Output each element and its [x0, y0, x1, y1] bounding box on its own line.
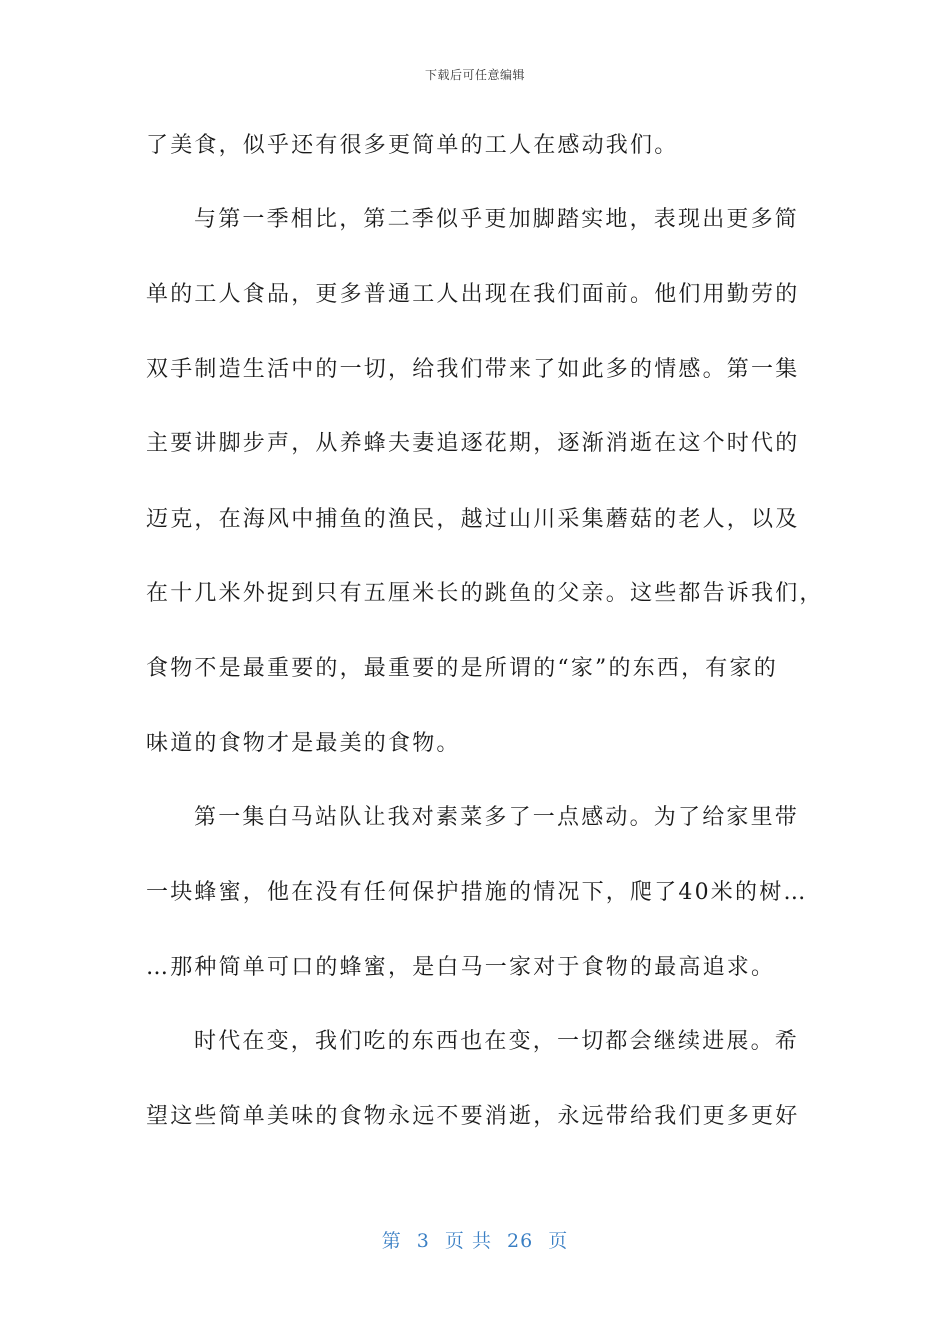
text-line: 单的工人食品，更多普通工人出现在我们面前。他们用勤劳的 [146, 282, 800, 307]
page-footer [0, 1226, 950, 1253]
text-line: 一块蜂蜜，他在没有任何保护措施的情况下，爬了40米的树… [146, 880, 808, 905]
footer-suffix: 页 [548, 1230, 569, 1252]
total-page-count: 26 [507, 1230, 534, 1252]
paragraph-start-line: 第一集白马站队让我对素菜多了一点感动。为了给家里带 [194, 805, 800, 830]
text-line: 了美食，似乎还有很多更简单的工人在感动我们。 [146, 133, 679, 158]
paragraph-start-line: 与第一季相比，第二季似乎更加脚踏实地，表现出更多简 [194, 207, 800, 232]
page-header: 下载后可任意编辑 [424, 68, 525, 82]
text-line: 望这些简单美味的食物永远不要消逝，永远带给我们更多更好 [146, 1104, 800, 1129]
paragraph-start-line: 时代在变，我们吃的东西也在变，一切都会继续进展。希 [194, 1029, 800, 1054]
text-line: 在十几米外捉到只有五厘米长的跳鱼的父亲。这些都告诉我们， [146, 581, 824, 606]
current-page-number: 3 [416, 1230, 430, 1252]
text-line: 主要讲脚步声，从养蜂夫妻追逐花期，逐渐消逝在这个时代的 [146, 431, 800, 456]
text-line: 迈克，在海风中捕鱼的渔民，越过山川采集蘑菇的老人，以及 [146, 507, 800, 532]
text-line: 食物不是最重要的，最重要的是所谓的“家”的东西，有家的 [146, 656, 778, 681]
text-line: 味道的食物才是最美的食物。 [146, 731, 461, 756]
footer-prefix: 第 [381, 1230, 402, 1252]
text-line: …那种简单可口的蜂蜜，是白马一家对于食物的最高追求。 [146, 955, 776, 980]
footer-middle: 页 共 [444, 1230, 492, 1252]
text-line: 双手制造生活中的一切，给我们带来了如此多的情感。第一集 [146, 357, 800, 382]
